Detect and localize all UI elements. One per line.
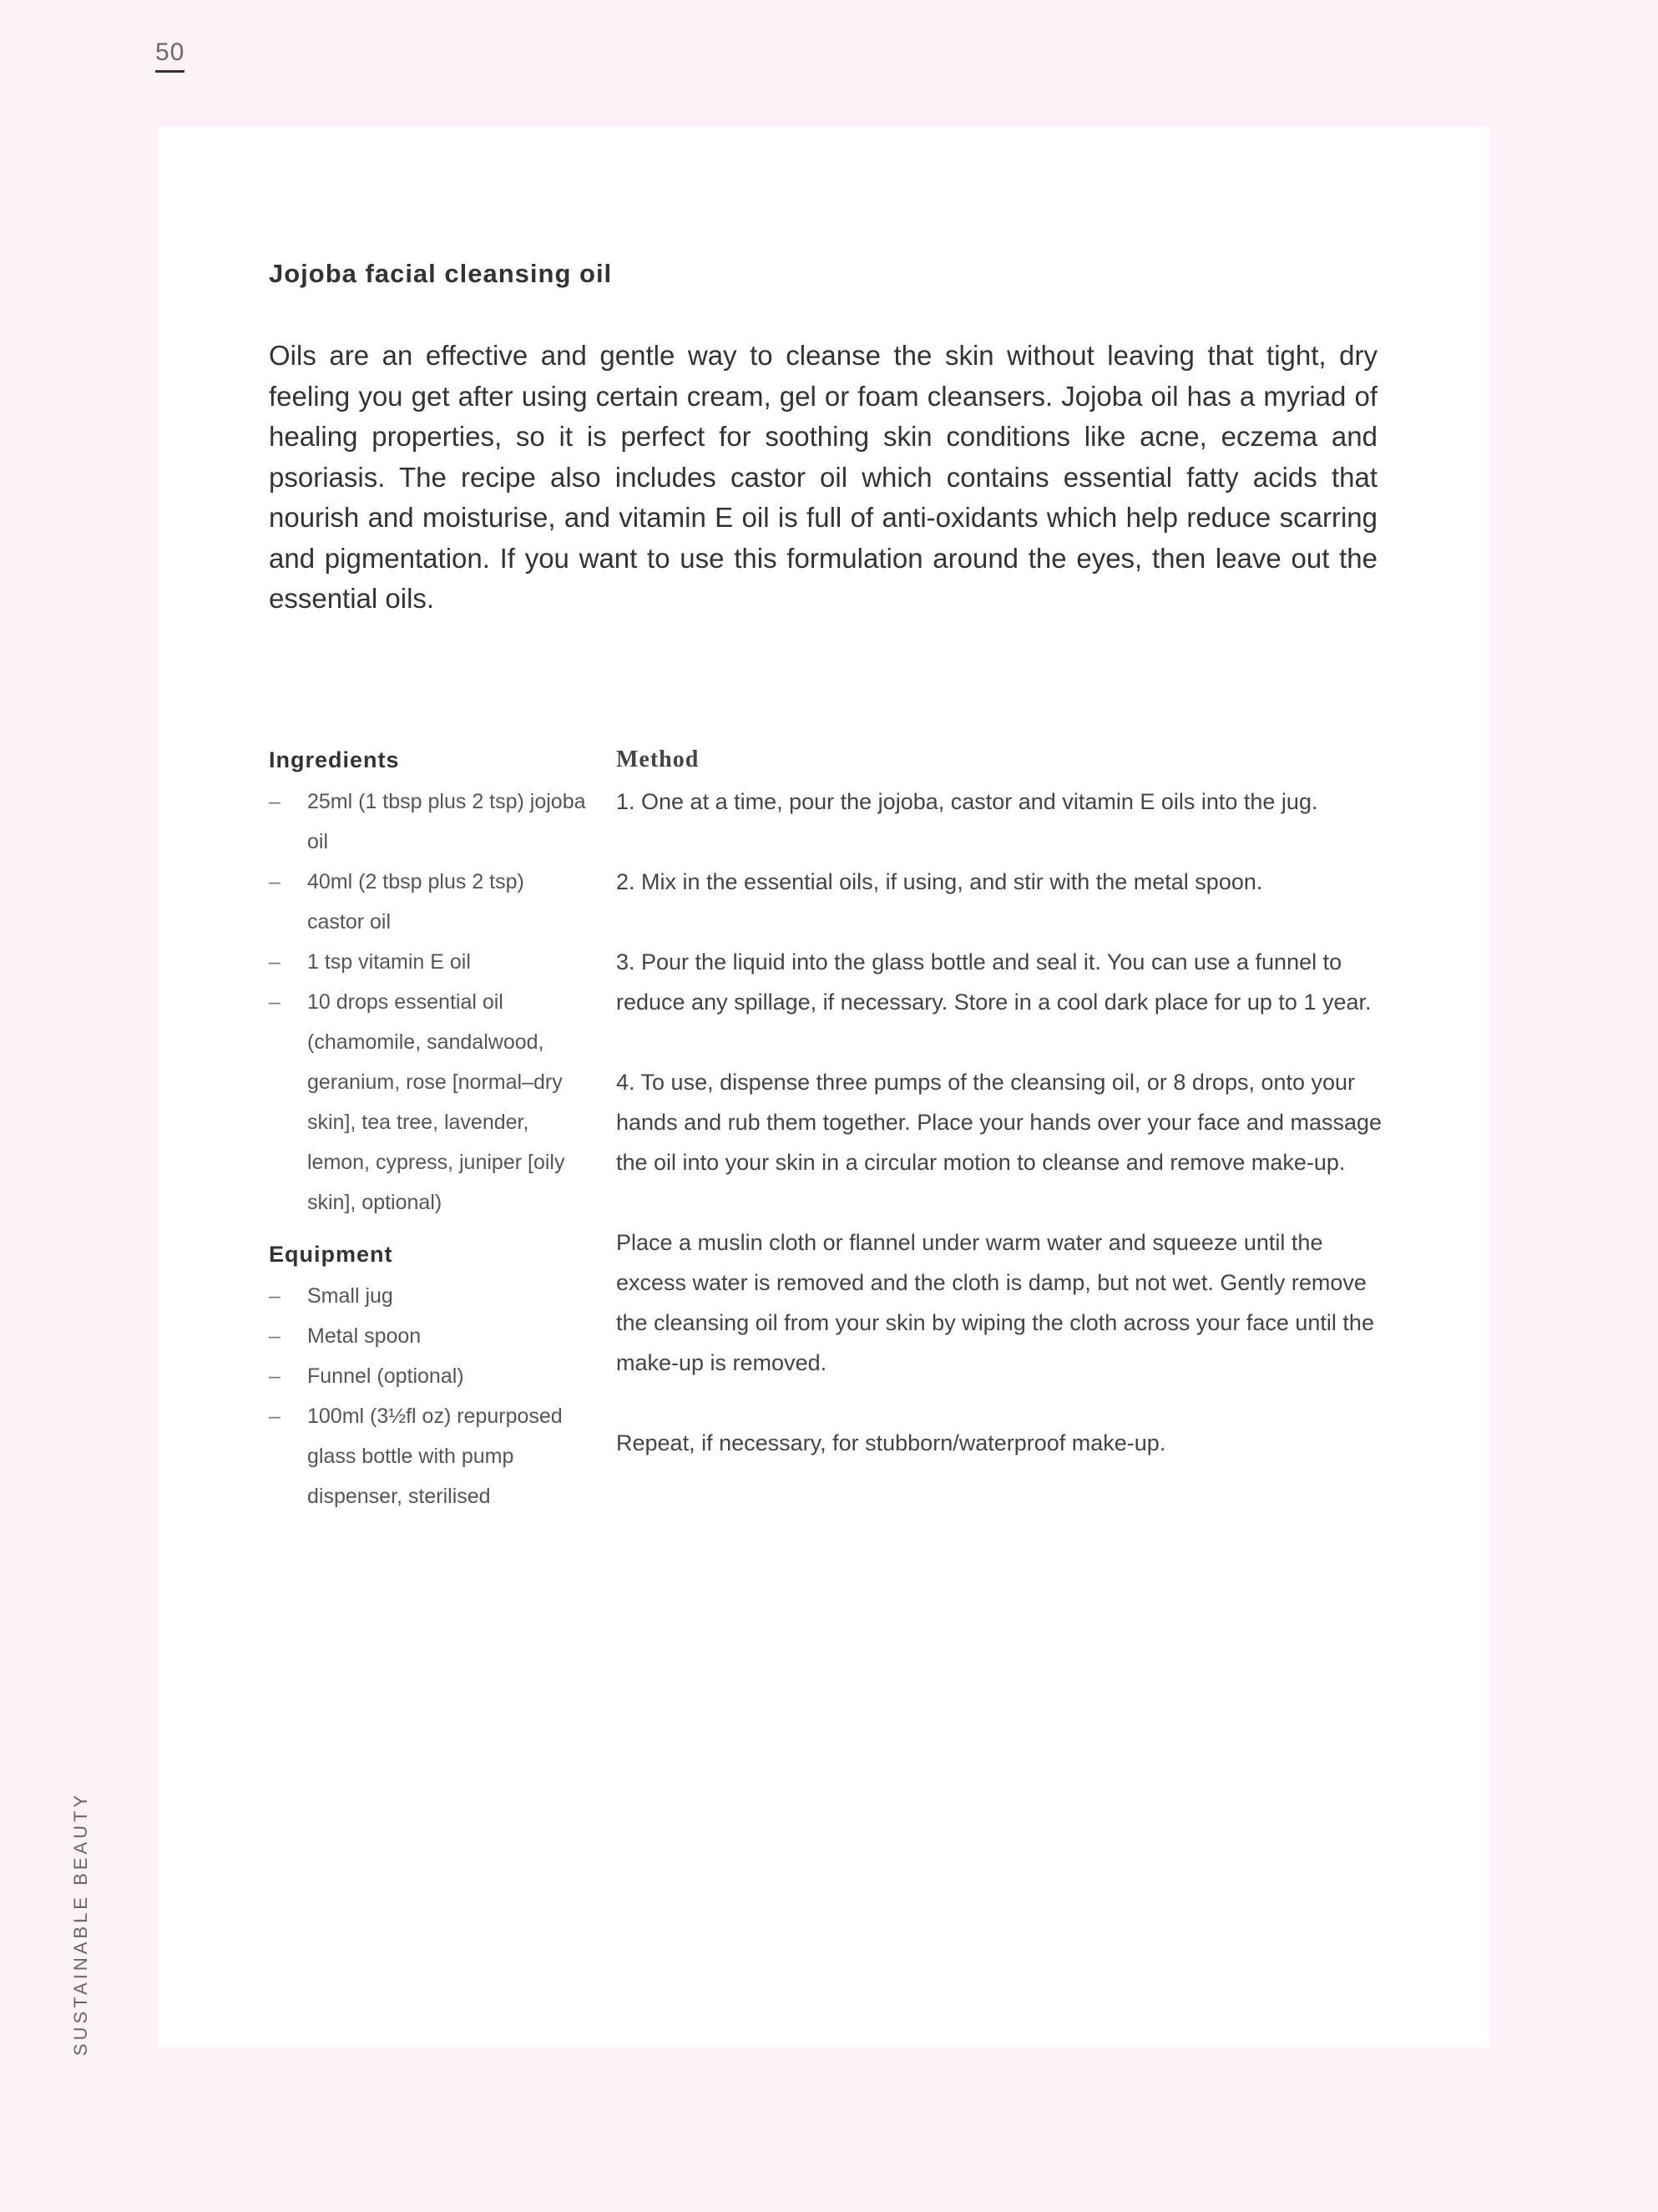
recipe-panel bbox=[159, 127, 1489, 2047]
ingredient-item: – 10 drops essential oil (chamomile, sandalwood, geranium, rose [normal–dry skin], tea tree, lavender, lemon, cypress, juniper [oily skin], optional) bbox=[269, 982, 586, 1222]
dash-bullet-icon: – bbox=[269, 990, 281, 1014]
recipe-intro: Oils are an effective and gentle way to cleanse the skin without leaving that tight, dry feeling you get after using certain cream, gel or foam cleansers. Jojoba oil has a myriad of healing properties, so it is perfect for soothing skin conditions like acne, eczema and psoriasis. The recipe also includes castor oil which contains essential fatty acids that nourish and moisturise, and vitamin E oil is full of anti-oxidants which help reduce scarring and pigmentation. If you want to use this formulation around the eyes, then leave out the essential oils. bbox=[269, 340, 1377, 614]
ingredients-list bbox=[269, 782, 586, 1222]
method-step: Repeat, if necessary, for stubborn/waterproof make-up. bbox=[616, 1430, 1166, 1455]
method-step: 3. Pour the liquid into the glass bottle and seal it. You can use a funnel to reduce any spillage, if necessary. Store in a cool dark place for up to 1 year. bbox=[616, 949, 1372, 1015]
method-step: 4. To use, dispense three pumps of the cleansing oil, or 8 drops, onto your hands and rub them together. Place your hands over your face and massage the oil into your skin in a circular motion to cleanse and remove make-up. bbox=[616, 1070, 1383, 1175]
equipment-item: – Funnel (optional) bbox=[269, 1356, 586, 1396]
ingredient-item: – 25ml (1 tbsp plus 2 tsp) jojoba oil bbox=[269, 782, 586, 862]
ingredient-item: – 1 tsp vitamin E oil bbox=[269, 942, 586, 982]
dash-bullet-icon: – bbox=[269, 1284, 281, 1308]
equipment-item: – Small jug bbox=[269, 1276, 586, 1316]
dash-bullet-icon: – bbox=[269, 1405, 281, 1428]
ingredients-equipment-column bbox=[269, 743, 586, 1516]
equipment-heading: Equipment bbox=[269, 1242, 393, 1267]
method-step: 1. One at a time, pour the jojoba, castor and vitamin E oils into the jug. bbox=[616, 789, 1318, 814]
dash-bullet-icon: – bbox=[269, 790, 281, 813]
equipment-list bbox=[269, 1276, 586, 1516]
ingredients-heading: Ingredients bbox=[269, 747, 400, 772]
ingredient-item: – 40ml (2 tbsp plus 2 tsp) castor oil bbox=[269, 862, 586, 942]
dash-bullet-icon: – bbox=[269, 950, 281, 974]
equipment-item: – 100ml (3½fl oz) repurposed glass bottle with pump dispenser, sterilised bbox=[269, 1396, 586, 1516]
dash-bullet-icon: – bbox=[269, 1364, 281, 1388]
page-number: 50 bbox=[155, 37, 185, 73]
section-label: SUSTAINABLE BEAUTY bbox=[70, 1791, 91, 2056]
equipment-section bbox=[269, 1238, 586, 1516]
method-heading: Method bbox=[616, 747, 700, 772]
equipment-item: – Metal spoon bbox=[269, 1316, 586, 1356]
method-column bbox=[616, 743, 1384, 1503]
dash-bullet-icon: – bbox=[269, 1324, 281, 1348]
method-step: Place a muslin cloth or flannel under warm water and squeeze until the excess water is removed and the cloth is damp, but not wet. Gently remove the cleansing oil from your skin by wiping the cloth across your face until the make-up is removed. bbox=[616, 1230, 1374, 1375]
method-step: 2. Mix in the essential oils, if using, and stir with the metal spoon. bbox=[616, 869, 1263, 894]
recipe-title: Jojoba facial cleansing oil bbox=[269, 259, 613, 288]
dash-bullet-icon: – bbox=[269, 870, 281, 893]
